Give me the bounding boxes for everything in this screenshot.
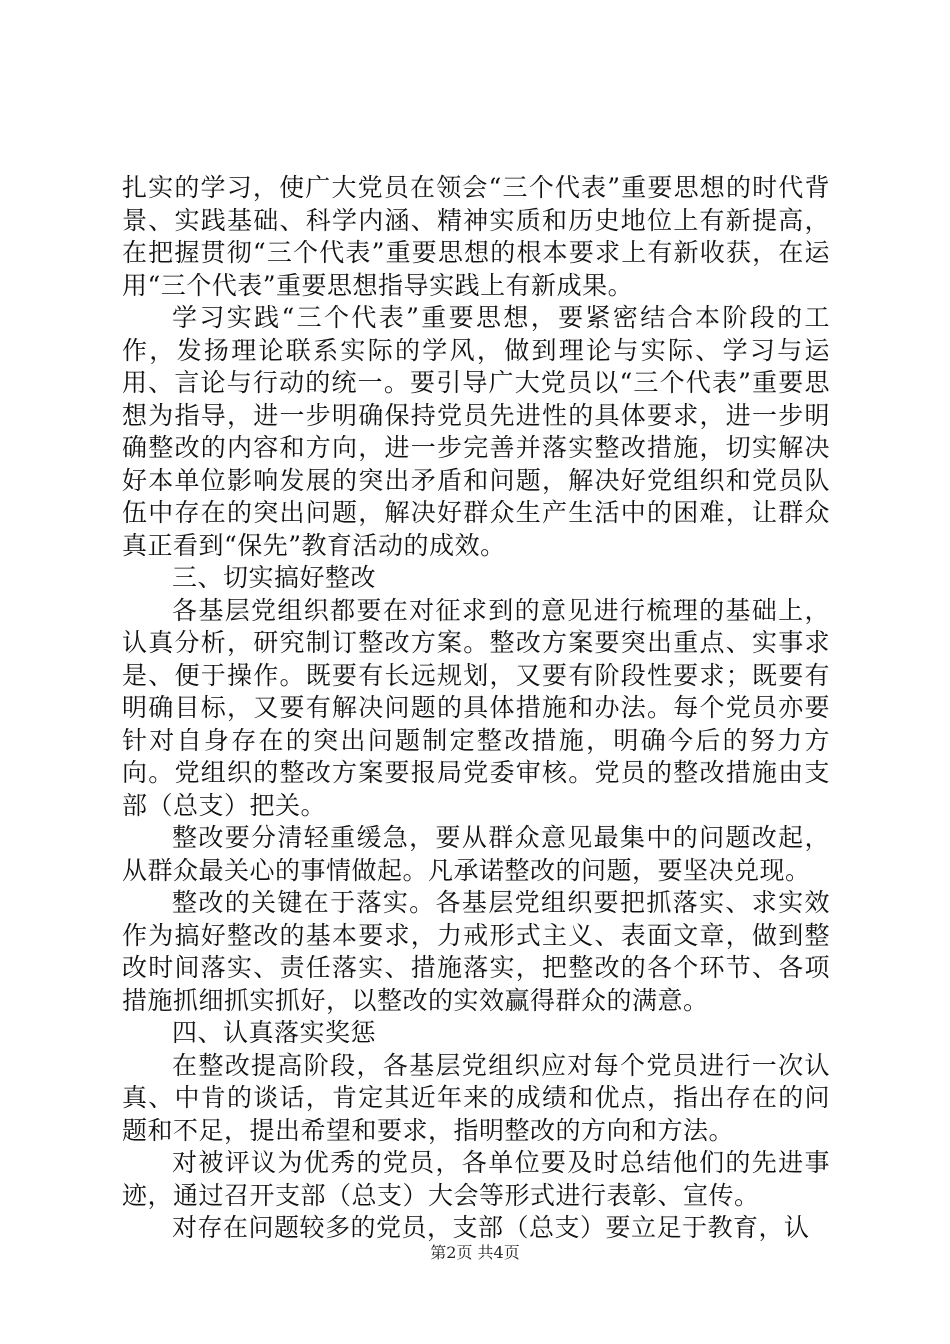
document-body [122,172,830,1245]
paragraph-priorities: 整改要分清轻重缓急，要从群众意见最集中的问题改起，从群众最关心的事情做起。凡承诺整改的问题，要坚决兑现。 [122,823,830,885]
section-heading-rewards: 四、认真落实奖惩 [172,1018,377,1047]
paragraph-problem-members: 对存在问题较多的党员，支部（总支）要立足于教育，认 [172,1213,810,1242]
section-heading-rectification: 三、切实搞好整改 [172,563,377,592]
paragraph-study-practice: 学习实践“三个代表”重要思想，要紧密结合本阶段的工作，发扬理论联系实际的学风，做到理论与实际、学习与运用、言论与行动的统一。要引导广大党员以“三个代表”重要思想为指导，进一步明确保持党员先进性的具体要求，进一步明确整改的内容和方向，进一步完善并落实整改措施，切实解决好本单位影响发展的突出矛盾和问题，解决好党组织和党员队伍中存在的突出问题，解决好群众生产生活中的困难，让群众真正看到“保先”教育活动的成效。 [122,303,830,560]
paragraph-implementation: 整改的关键在于落实。各基层党组织要把抓落实、求实效作为搞好整改的基本要求，力戒形式主义、表面文章，做到整改时间落实、责任落实、措施落实，把整改的各个环节、各项措施抓细抓实抓好，以整改的实效赢得群众的满意。 [122,888,830,1015]
paragraph-talks: 在整改提高阶段，各基层党组织应对每个党员进行一次认真、中肯的谈话，肯定其近年来的成绩和优点，指出存在的问题和不足，提出希望和要求，指明整改的方向和方法。 [122,1050,830,1145]
paragraph-continued: 扎实的学习，使广大党员在领会“三个代表”重要思想的时代背景、实践基础、科学内涵、精神实质和历史地位上有新提高，在把握贯彻“三个代表”重要思想的根本要求上有新收获，在运用“三个代表”重要思想指导实践上有新成果。 [122,173,830,300]
page-number-footer: 第2页 共4页 [430,1243,520,1262]
paragraph-rectification-plan: 各基层党组织都要在对征求到的意见进行梳理的基础上，认真分析，研究制订整改方案。整改方案要突出重点、实事求是、便于操作。既要有长远规划，又要有阶段性要求；既要有明确目标，又要有解决问题的具体措施和办法。每个党员亦要针对自身存在的突出问题制定整改措施，明确今后的努力方向。党组织的整改方案要报局党委审核。党员的整改措施由支部（总支）把关。 [122,595,830,820]
paragraph-commendation: 对被评议为优秀的党员，各单位要及时总结他们的先进事迹，通过召开支部（总支）大会等形式进行表彰、宣传。 [122,1148,830,1210]
